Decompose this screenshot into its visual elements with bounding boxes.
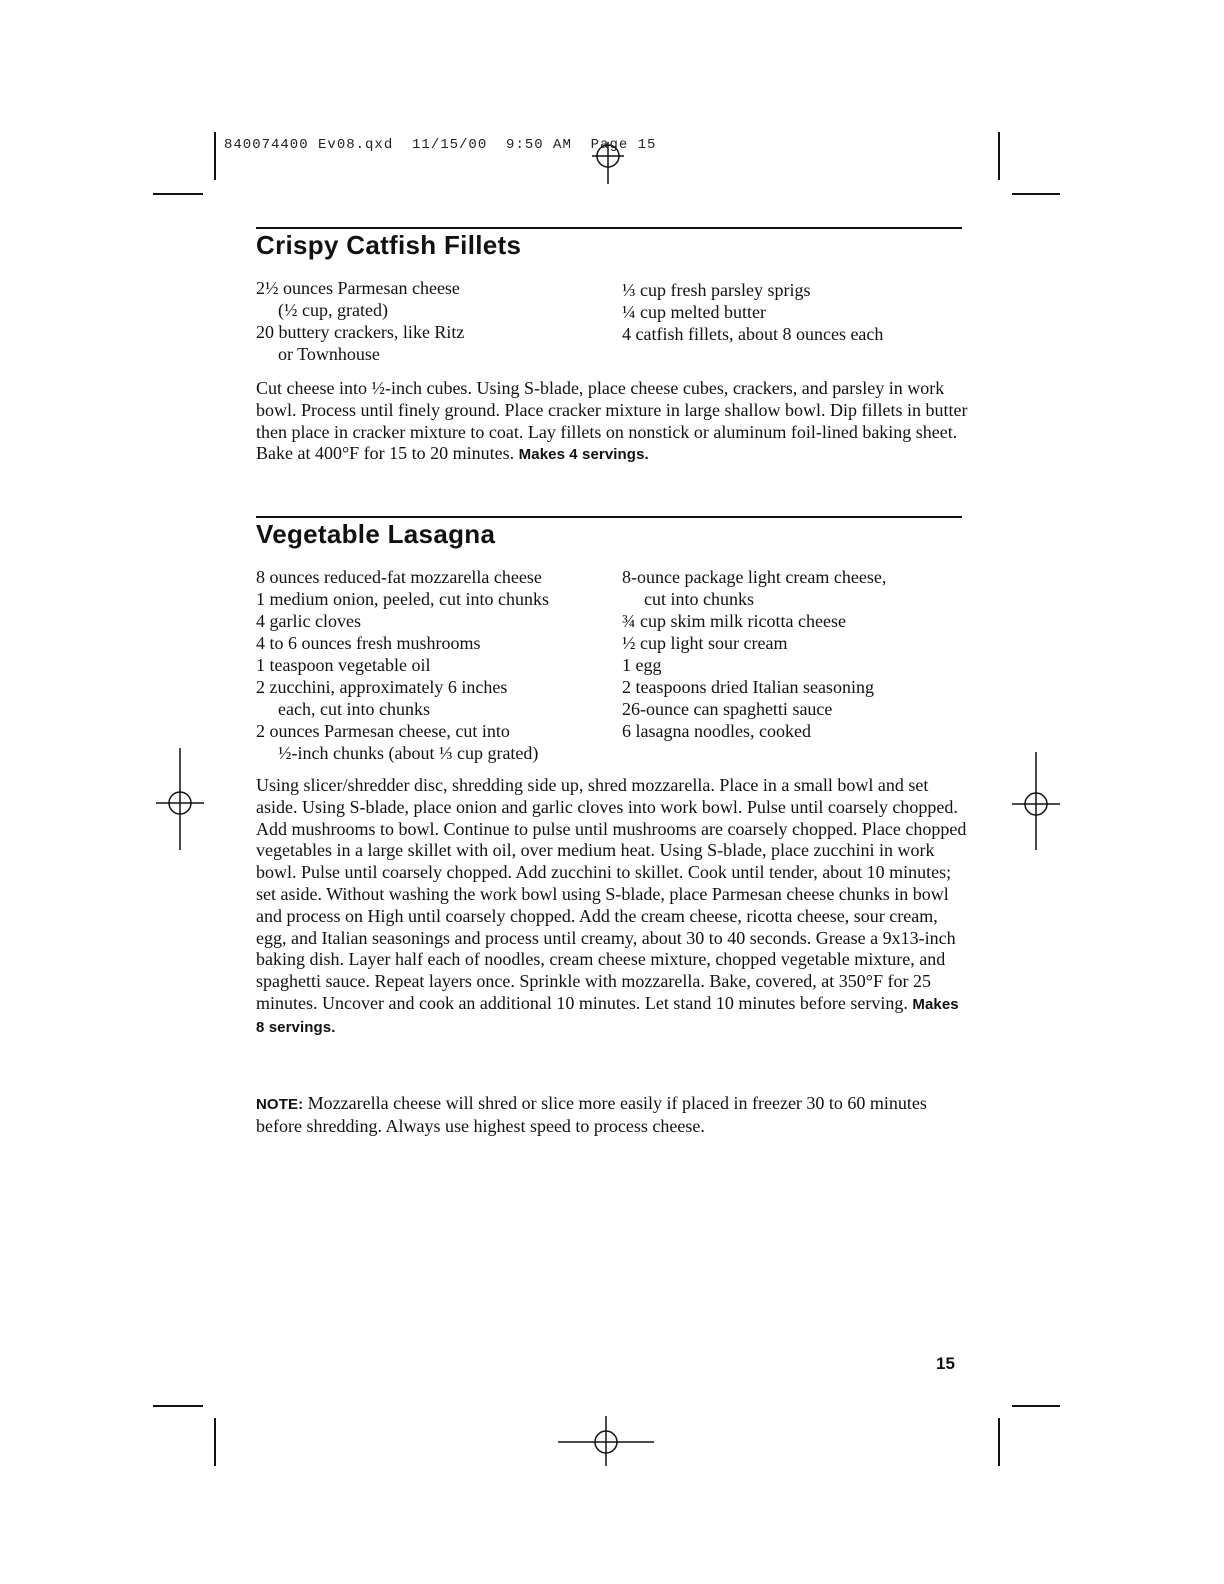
crop-mark-bottom-left-v: [214, 1418, 216, 1466]
crop-mark-top-right-h: [1012, 193, 1060, 195]
ingredient-line: each, cut into chunks: [278, 699, 430, 719]
ingredient-line: 6 lasagna noodles, cooked: [622, 721, 811, 741]
ingredient-line: 20 buttery crackers, like Ritz: [256, 322, 465, 342]
registration-mark-right-icon: [1010, 752, 1062, 852]
ingredient-line: (½ cup, grated): [278, 300, 388, 320]
ingredients-list-left: [256, 277, 606, 365]
ingredients-list-right: [622, 566, 967, 742]
ingredient-line: cut into chunks: [644, 589, 754, 609]
ingredient-line: 2½ ounces Parmesan cheese: [256, 278, 460, 298]
section-rule-recipe-2: [256, 516, 962, 518]
ingredient-line: 2 teaspoons dried Italian seasoning: [622, 677, 874, 697]
crop-mark-top-right-v: [998, 132, 1000, 180]
crop-mark-top-left-v: [214, 132, 216, 180]
recipe-title: Vegetable Lasagna: [256, 519, 496, 549]
ingredient-line: 1 medium onion, peeled, cut into chunks: [256, 589, 549, 609]
ingredient-line: ½ cup light sour cream: [622, 633, 788, 653]
crop-mark-bottom-right-h: [1012, 1405, 1060, 1407]
ingredient-line: or Townhouse: [278, 344, 380, 364]
ingredient-line: 2 ounces Parmesan cheese, cut into: [256, 721, 510, 741]
recipe-yield: Makes 8 servings.: [256, 995, 959, 1036]
crop-mark-top-left-h: [153, 193, 203, 195]
ingredient-line: 1 teaspoon vegetable oil: [256, 655, 431, 675]
ingredient-line: 1 egg: [622, 655, 662, 675]
ingredient-line: ½-inch chunks (about ⅓ cup grated): [278, 743, 539, 763]
ingredients-list-right: [622, 279, 967, 345]
ingredient-line: 4 to 6 ounces fresh mushrooms: [256, 633, 481, 653]
recipe-title: Crispy Catfish Fillets: [256, 230, 522, 260]
ingredient-line: ¾ cup skim milk ricotta cheese: [622, 611, 846, 631]
crop-mark-bottom-right-v: [998, 1418, 1000, 1466]
directions-text: Using slicer/shredder disc, shredding side up, shred mozzarella. Place in a small bowl and set aside. Using S-blade, place onion and garlic cloves into work bowl. Pulse until coarsely chopped. Add mushrooms to bowl. Continue to pulse until mushrooms are coarsely chopped. Place chopped vegetables in a large skillet with oil, over medium heat. Using S-blade, place zucchini in work bowl. Pulse until coarsely chopped. Add zucchini to skillet. Cook until tender, about 10 minutes; set aside. Without washing the work bowl using S-blade, place Parmesan cheese chunks in bowl and process on High until coarsely chopped. Add the cream cheese, ricotta cheese, sour cream, egg, and Italian seasonings and process until creamy, about 30 to 40 seconds. Grease a 9x13-inch baking dish. Layer half each of noodles, cream cheese mixture, chopped vegetable mixture, and spaghetti sauce. Repeat layers once. Sprinkle with mozzarella. Bake, covered, at 350°F for 25 minutes. Uncover and cook an additional 10 minutes. Let stand 10 minutes before serving.: [256, 775, 967, 1013]
crop-mark-bottom-left-h: [153, 1405, 203, 1407]
note-text: Mozzarella cheese will shred or slice more easily if placed in freezer 30 to 60 minutes before shredding. Always use highest speed to process cheese.: [256, 1093, 927, 1136]
recipe-directions: [256, 775, 968, 1039]
ingredient-line: 8-ounce package light cream cheese,: [622, 567, 887, 587]
section-rule-recipe-1: [256, 227, 962, 229]
recipe-directions: [256, 378, 968, 466]
registration-mark-top-icon: [588, 140, 628, 186]
ingredient-line: ⅓ cup fresh parsley sprigs: [622, 280, 811, 300]
ingredient-line: 2 zucchini, approximately 6 inches: [256, 677, 508, 697]
print-slug: 840074400 Ev08.qxd 11/15/00 9:50 AM Page 15: [224, 137, 657, 153]
ingredient-line: 4 garlic cloves: [256, 611, 361, 631]
registration-mark-bottom-icon: [556, 1414, 656, 1468]
ingredient-line: 26-ounce can spaghetti sauce: [622, 699, 833, 719]
note-label: NOTE:: [256, 1096, 304, 1113]
ingredient-line: 8 ounces reduced-fat mozzarella cheese: [256, 567, 542, 587]
recipe-yield: Makes 4 servings.: [518, 446, 649, 464]
ingredients-list-left: [256, 566, 616, 764]
ingredient-line: 4 catfish fillets, about 8 ounces each: [622, 324, 884, 344]
registration-mark-left-icon: [154, 748, 206, 852]
page-number: 15: [936, 1354, 955, 1373]
ingredient-line: ¼ cup melted butter: [622, 302, 766, 322]
recipe-note: [256, 1093, 968, 1138]
directions-text: Cut cheese into ½-inch cubes. Using S-blade, place cheese cubes, crackers, and parsley in work bowl. Process until finely ground. Place cracker mixture in large shallow bowl. Dip fillets in butter then place in cracker mixture to coat. Lay fillets on nonstick or aluminum foil-lined baking sheet. Bake at 400°F for 15 to 20 minutes.: [256, 378, 968, 464]
